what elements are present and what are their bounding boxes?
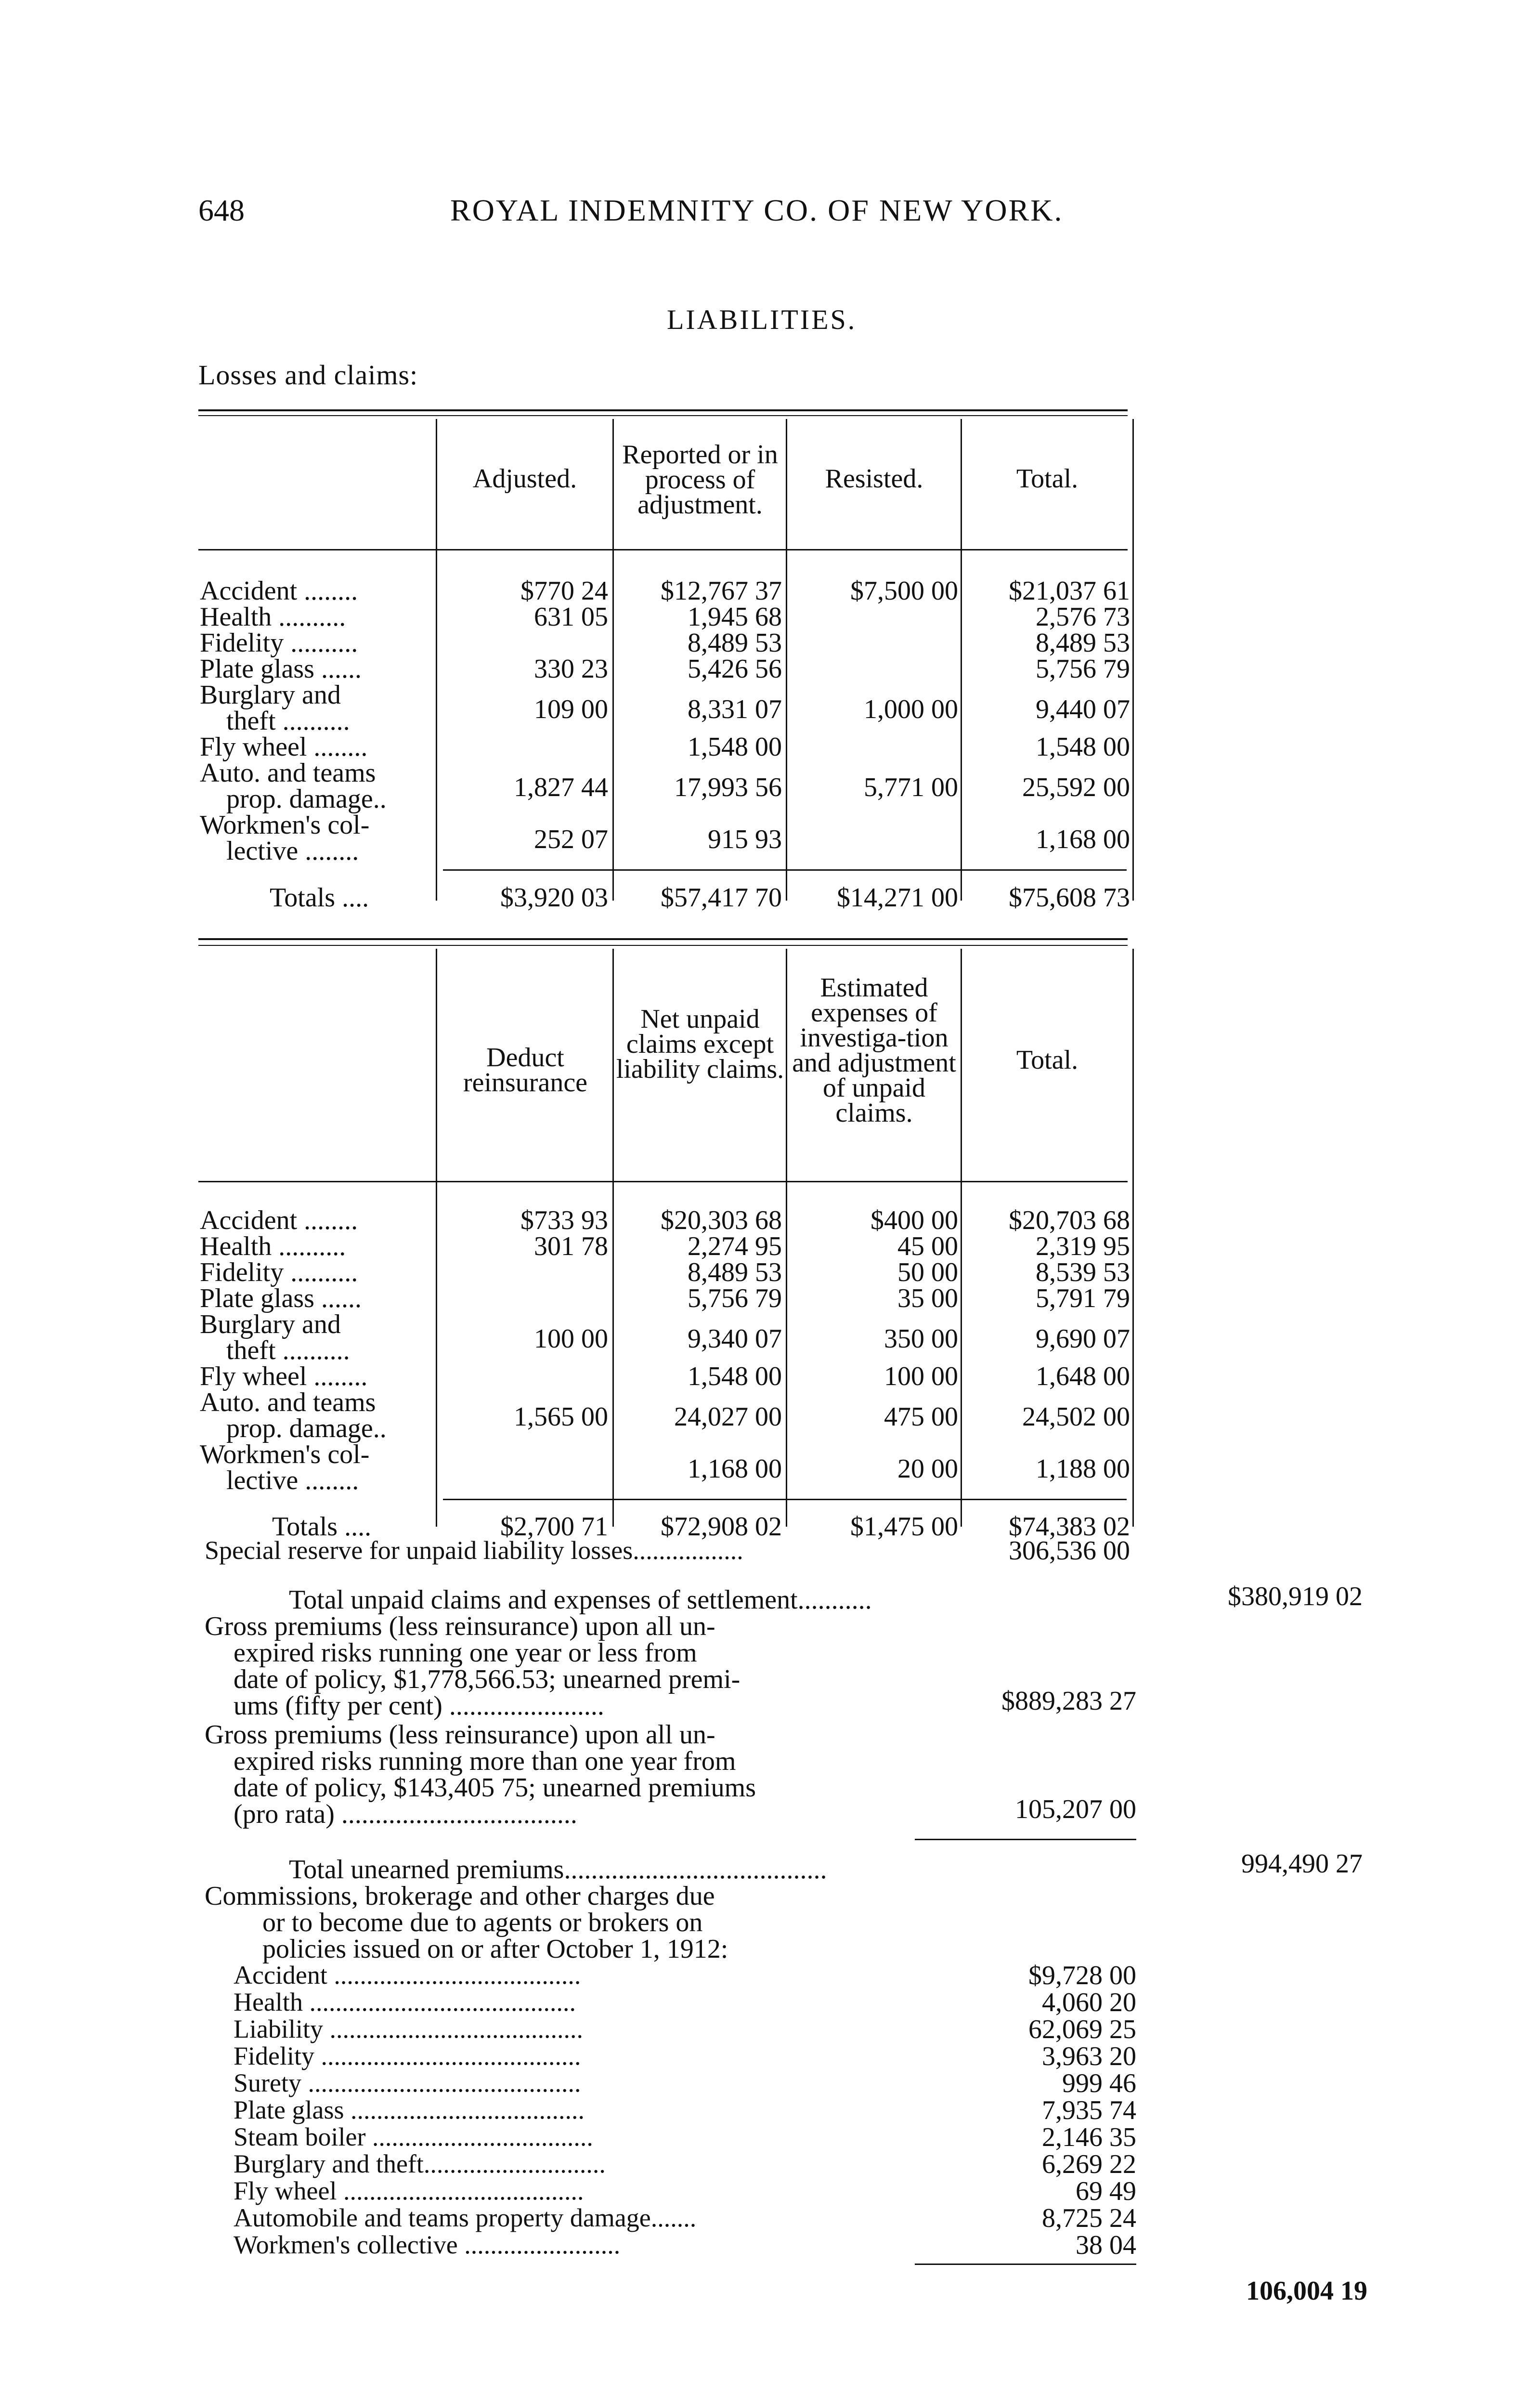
table1-header-resisted: Resisted. [825,464,923,494]
table-cell: 8,489 53 [688,628,782,658]
row-label: Burglary and [200,1309,341,1339]
table-cell: 35 00 [897,1283,958,1313]
commission-item-label: Burglary and theft............................ [234,2149,606,2178]
table-cell: 1,548 00 [688,1361,782,1391]
table-cell: 1,168 00 [688,1454,782,1484]
commission-item-value: 7,935 74 [1042,2095,1136,2125]
row-label: Fly wheel ........ [200,732,368,762]
table1-header-adjusted: Adjusted. [472,464,577,494]
row-label: Burglary and [200,680,341,710]
table-cell: 2,274 95 [688,1231,782,1261]
total-unpaid-value: $380,919 02 [1228,1582,1363,1611]
table-cell: 1,168 00 [1036,824,1130,854]
table2-header-rule [198,1181,1128,1182]
commission-item-value: 38 04 [1076,2230,1136,2260]
table1-header-reported: Reported or in process of adjustment. [622,440,778,520]
table-cell: 100 00 [534,1324,608,1354]
table2-top-rule-2 [198,945,1128,946]
table-cell: 2,576 73 [1036,602,1130,632]
table-cell: 1,827 44 [514,772,608,802]
premium-text-line: ums (fifty per cent) ....................... [234,1691,604,1721]
table-cell: 17,993 56 [674,772,782,802]
premium-text-line: Gross premiums (less reinsurance) upon all un- [205,1611,715,1641]
table-cell: 8,489 53 [1036,628,1130,658]
table1-totals-rule [443,869,1127,871]
row-label: Workmen's col- [200,1440,370,1469]
row-label-continued: prop. damage.. [226,784,387,814]
total-unpaid-label: Total unpaid claims and expenses of settlement........... [289,1585,872,1615]
commission-item-value: $9,728 00 [1028,1961,1136,1990]
commission-item-label: Steam boiler .................................. [234,2122,593,2151]
table1-header-rule [198,549,1128,550]
commission-item-value: 69 49 [1076,2176,1136,2206]
premium-text-line: Gross premiums (less reinsurance) upon all un- [205,1720,715,1750]
page-number: 648 [198,193,245,227]
table-cell: 45 00 [897,1231,958,1261]
table1-top-rule [198,409,1128,411]
table2-total-cell: $2,700 71 [500,1512,608,1542]
table-cell: 9,440 07 [1036,694,1130,724]
table-cell: 50 00 [897,1257,958,1287]
table-cell: 25,592 00 [1022,772,1130,802]
table2-header-total: Total. [1016,1045,1078,1075]
commission-item-value: 4,060 20 [1042,1988,1136,2017]
premium-text-line: date of policy, $1,778,566.53; unearned premi- [234,1664,741,1694]
total-unearned-value: 994,490 27 [1241,1849,1363,1879]
table2-total-cell: $72,908 02 [661,1512,782,1542]
table2-totals-rule [443,1499,1127,1500]
commission-item-label: Workmen's collective ........................ [234,2230,621,2259]
table-cell: 915 93 [708,824,782,854]
table1-totals-label: Totals .... [270,883,369,913]
commission-item-label: Accident ...................................... [234,1961,581,1989]
table-cell: 252 07 [534,824,608,854]
commission-item-label: Automobile and teams property damage....... [234,2203,697,2232]
table-cell: $21,037 61 [1009,576,1130,606]
table-cell: 5,791 79 [1036,1283,1130,1313]
table2-header-deduct: Deduct reinsurance [463,1043,588,1098]
table-cell: 631 05 [534,602,608,632]
table-cell: $733 93 [520,1205,608,1235]
table2-totals-label: Totals .... [272,1512,372,1542]
table-cell: 109 00 [534,694,608,724]
commissions-total: 106,004 19 [1246,2276,1367,2306]
special-reserve-value: 306,536 00 [1009,1536,1130,1566]
table1-total-cell: $57,417 70 [661,883,782,913]
commission-item-label: Plate glass .................................... [234,2095,585,2124]
table-cell: 1,548 00 [688,732,782,762]
losses-intro: Losses and claims: [198,359,418,391]
row-label: Fly wheel ........ [200,1361,368,1391]
premium-more-year-value: 105,207 00 [1015,1794,1136,1824]
row-label-continued: prop. damage.. [226,1413,387,1443]
commission-item-value: 8,725 24 [1042,2203,1136,2233]
special-reserve-label: Special reserve for unpaid liability losses................. [205,1536,743,1565]
row-label-continued: lective ........ [226,1466,359,1495]
row-label: Plate glass ...... [200,654,362,684]
table-cell: 1,548 00 [1036,732,1130,762]
table-cell: $20,303 68 [661,1205,782,1235]
table-cell: 8,331 07 [688,694,782,724]
table1-total-cell: $75,608 73 [1009,883,1130,913]
total-unearned-label: Total unearned premiums....................................... [289,1855,827,1885]
commission-item-label: Fly wheel ..................................... [234,2176,584,2205]
commission-item-value: 62,069 25 [1028,2015,1136,2044]
table-cell: 301 78 [534,1231,608,1261]
section-title: LIABILITIES. [667,304,857,335]
table-cell: 24,027 00 [674,1402,782,1432]
row-label-continued: theft .......... [226,1335,350,1365]
table-cell: $7,500 00 [850,576,958,606]
table1-col-line [786,419,787,901]
commission-item-label: Health ......................................... [234,1988,576,2016]
table-cell: 1,945 68 [688,602,782,632]
table2-col-line [1132,949,1134,1527]
table-cell: 475 00 [884,1402,958,1432]
premium-sum-rule [915,1839,1136,1840]
table-cell: 1,188 00 [1036,1454,1130,1484]
commission-item-value: 6,269 22 [1042,2149,1136,2179]
table-cell: 9,340 07 [688,1324,782,1354]
commissions-text-line: or to become due to agents or brokers on [262,1908,703,1937]
table-cell: $20,703 68 [1009,1205,1130,1235]
premium-one-year-value: $889,283 27 [1001,1686,1136,1716]
table-cell: 2,319 95 [1036,1231,1130,1261]
table-cell: 1,000 00 [864,694,958,724]
table-cell: 5,756 79 [688,1283,782,1313]
table-cell: $770 24 [520,576,608,606]
commissions-text-line: policies issued on or after October 1, 1912: [262,1934,728,1964]
table2-total-cell: $74,383 02 [1009,1512,1130,1542]
commission-item-label: Liability ....................................... [234,2015,583,2043]
commissions-sum-rule [915,2264,1136,2265]
table1-top-rule-2 [198,415,1128,416]
table-cell: 100 00 [884,1361,958,1391]
table1-header-total: Total. [1016,464,1078,494]
table-cell: 8,489 53 [688,1257,782,1287]
table-cell: 350 00 [884,1324,958,1354]
premium-text-line: expired risks running more than one year from [234,1746,736,1776]
commission-item-value: 999 46 [1062,2068,1136,2098]
table-cell: 5,771 00 [864,772,958,802]
row-label-continued: lective ........ [226,836,359,866]
premium-text-line: (pro rata) ................................... [234,1799,577,1829]
commissions-text-line: Commissions, brokerage and other charges due [205,1881,715,1911]
row-label: Health .......... [200,602,346,632]
row-label-continued: theft .......... [226,706,350,736]
row-label: Accident ........ [200,576,358,606]
commission-item-value: 3,963 20 [1042,2042,1136,2071]
table2-total-cell: $1,475 00 [850,1512,958,1542]
row-label: Accident ........ [200,1205,358,1235]
commission-item-label: Fidelity ........................................ [234,2042,581,2070]
table-cell: $400 00 [870,1205,958,1235]
table2-header-net: Net unpaid claims except liability claims. [616,1004,784,1084]
row-label: Fidelity .......... [200,628,358,658]
running-title: ROYAL INDEMNITY CO. OF NEW YORK. [450,193,1064,227]
table2-top-rule [198,938,1128,940]
table2-header-estimated: Estimated expenses of investiga-tion and adjustment of unpaid claims. [792,973,956,1128]
row-label: Auto. and teams [200,1387,376,1417]
table-cell: 9,690 07 [1036,1324,1130,1354]
row-label: Health .......... [200,1231,346,1261]
table-cell: 24,502 00 [1022,1402,1130,1432]
table-cell: 1,648 00 [1036,1361,1130,1391]
table-cell: $12,767 37 [661,576,782,606]
commission-item-value: 2,146 35 [1042,2122,1136,2152]
table-cell: 5,756 79 [1036,654,1130,684]
premium-text-line: date of policy, $143,405 75; unearned premiums [234,1773,756,1803]
table1-total-cell: $14,271 00 [837,883,958,913]
row-label: Auto. and teams [200,758,376,788]
table-cell: 1,565 00 [514,1402,608,1432]
table-cell: 5,426 56 [688,654,782,684]
row-label: Plate glass ...... [200,1283,362,1313]
premium-text-line: expired risks running one year or less from [234,1638,697,1668]
row-label: Workmen's col- [200,810,370,840]
table1-total-cell: $3,920 03 [500,883,608,913]
commission-item-label: Surety .......................................... [234,2068,581,2097]
table-cell: 330 23 [534,654,608,684]
table1-col-line [1132,419,1134,901]
table-cell: 8,539 53 [1036,1257,1130,1287]
row-label: Fidelity .......... [200,1257,358,1287]
table-cell: 20 00 [897,1454,958,1484]
